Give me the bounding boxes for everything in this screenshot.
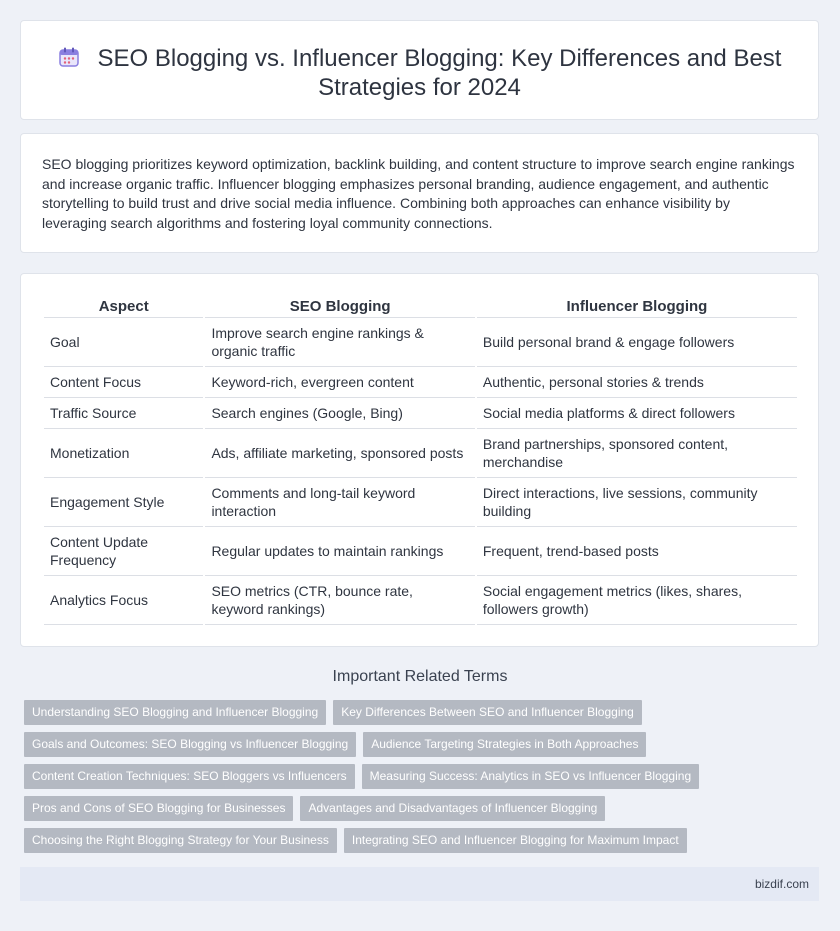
table-cell: Authentic, personal stories & trends bbox=[477, 367, 797, 398]
related-term-tag[interactable]: Content Creation Techniques: SEO Bloggers vs Influencers bbox=[24, 764, 355, 789]
table-cell: Traffic Source bbox=[44, 398, 203, 429]
table-row bbox=[44, 318, 797, 367]
related-term-tag[interactable]: Measuring Success: Analytics in SEO vs Influencer Blogging bbox=[362, 764, 700, 789]
table-row bbox=[44, 429, 797, 478]
table-cell: Content Update Frequency bbox=[44, 527, 203, 576]
table-cell: Regular updates to maintain rankings bbox=[205, 527, 474, 576]
table-cell: Social media platforms & direct followers bbox=[477, 398, 797, 429]
table-cell: Direct interactions, live sessions, community building bbox=[477, 478, 797, 527]
table-row bbox=[44, 367, 797, 398]
footer-site-link[interactable]: bizdif.com bbox=[754, 877, 809, 891]
table-cell: Social engagement metrics (likes, shares, followers growth) bbox=[477, 576, 797, 625]
table-cell: Monetization bbox=[44, 429, 203, 478]
page-title: SEO Blogging vs. Influencer Blogging: Key Differences and Best Strategies for 2024 bbox=[97, 45, 782, 101]
intro-card bbox=[20, 133, 819, 253]
footer bbox=[20, 867, 819, 901]
tag-row bbox=[24, 764, 814, 789]
table-cell: Improve search engine rankings & organic traffic bbox=[205, 318, 474, 367]
related-term-tag[interactable]: Choosing the Right Blogging Strategy for Your Business bbox=[24, 828, 337, 853]
table-cell: Build personal brand & engage followers bbox=[477, 318, 797, 367]
table-cell: Brand partnerships, sponsored content, merchandise bbox=[477, 429, 797, 478]
related-term-tag[interactable]: Advantages and Disadvantages of Influencer Blogging bbox=[300, 796, 605, 821]
related-term-tag[interactable]: Key Differences Between SEO and Influencer Blogging bbox=[333, 700, 642, 725]
tag-row bbox=[24, 700, 814, 725]
page-title-wrapper bbox=[21, 44, 818, 102]
table-cell: Frequent, trend-based posts bbox=[477, 527, 797, 576]
tag-row bbox=[24, 732, 814, 757]
related-term-tag[interactable]: Understanding SEO Blogging and Influencer Blogging bbox=[24, 700, 326, 725]
calendar-icon bbox=[58, 46, 80, 68]
tag-row bbox=[24, 828, 814, 853]
related-terms-heading: Important Related Terms bbox=[332, 668, 508, 685]
table-row bbox=[44, 527, 797, 576]
related-term-tag[interactable]: Goals and Outcomes: SEO Blogging vs Influencer Blogging bbox=[24, 732, 356, 757]
comparison-table-card bbox=[20, 273, 819, 647]
table-cell: Comments and long-tail keyword interaction bbox=[205, 478, 474, 527]
table-cell: Keyword-rich, evergreen content bbox=[205, 367, 474, 398]
table-cell: Goal bbox=[44, 318, 203, 367]
related-term-tag[interactable]: Audience Targeting Strategies in Both Approaches bbox=[363, 732, 646, 757]
column-header-seo: SEO Blogging bbox=[205, 295, 474, 318]
tag-row bbox=[24, 796, 814, 821]
title-card bbox=[20, 20, 819, 120]
table-cell: Search engines (Google, Bing) bbox=[205, 398, 474, 429]
column-header-influencer: Influencer Blogging bbox=[477, 295, 797, 318]
comparison-table bbox=[42, 295, 799, 625]
table-cell: Analytics Focus bbox=[44, 576, 203, 625]
column-header-aspect: Aspect bbox=[44, 295, 203, 318]
intro-paragraph: SEO blogging prioritizes keyword optimization, backlink building, and content structure to improve search engine rankings and increase organic traffic. Influencer blogging emphasizes personal branding, audience engagement, and authentic storytelling to build trust and drive social media influence. Combining both approaches can enhance visibility by leveraging search algorithms and fostering loyal community connections. bbox=[42, 156, 795, 231]
table-cell: Ads, affiliate marketing, sponsored posts bbox=[205, 429, 474, 478]
table-row bbox=[44, 398, 797, 429]
table-cell: SEO metrics (CTR, bounce rate, keyword rankings) bbox=[205, 576, 474, 625]
related-terms-list bbox=[24, 700, 814, 860]
related-term-tag[interactable]: Integrating SEO and Influencer Blogging for Maximum Impact bbox=[344, 828, 687, 853]
table-cell: Engagement Style bbox=[44, 478, 203, 527]
table-header-row bbox=[44, 295, 797, 318]
table-cell: Content Focus bbox=[44, 367, 203, 398]
table-row bbox=[44, 478, 797, 527]
related-term-tag[interactable]: Pros and Cons of SEO Blogging for Businesses bbox=[24, 796, 293, 821]
table-row bbox=[44, 576, 797, 625]
